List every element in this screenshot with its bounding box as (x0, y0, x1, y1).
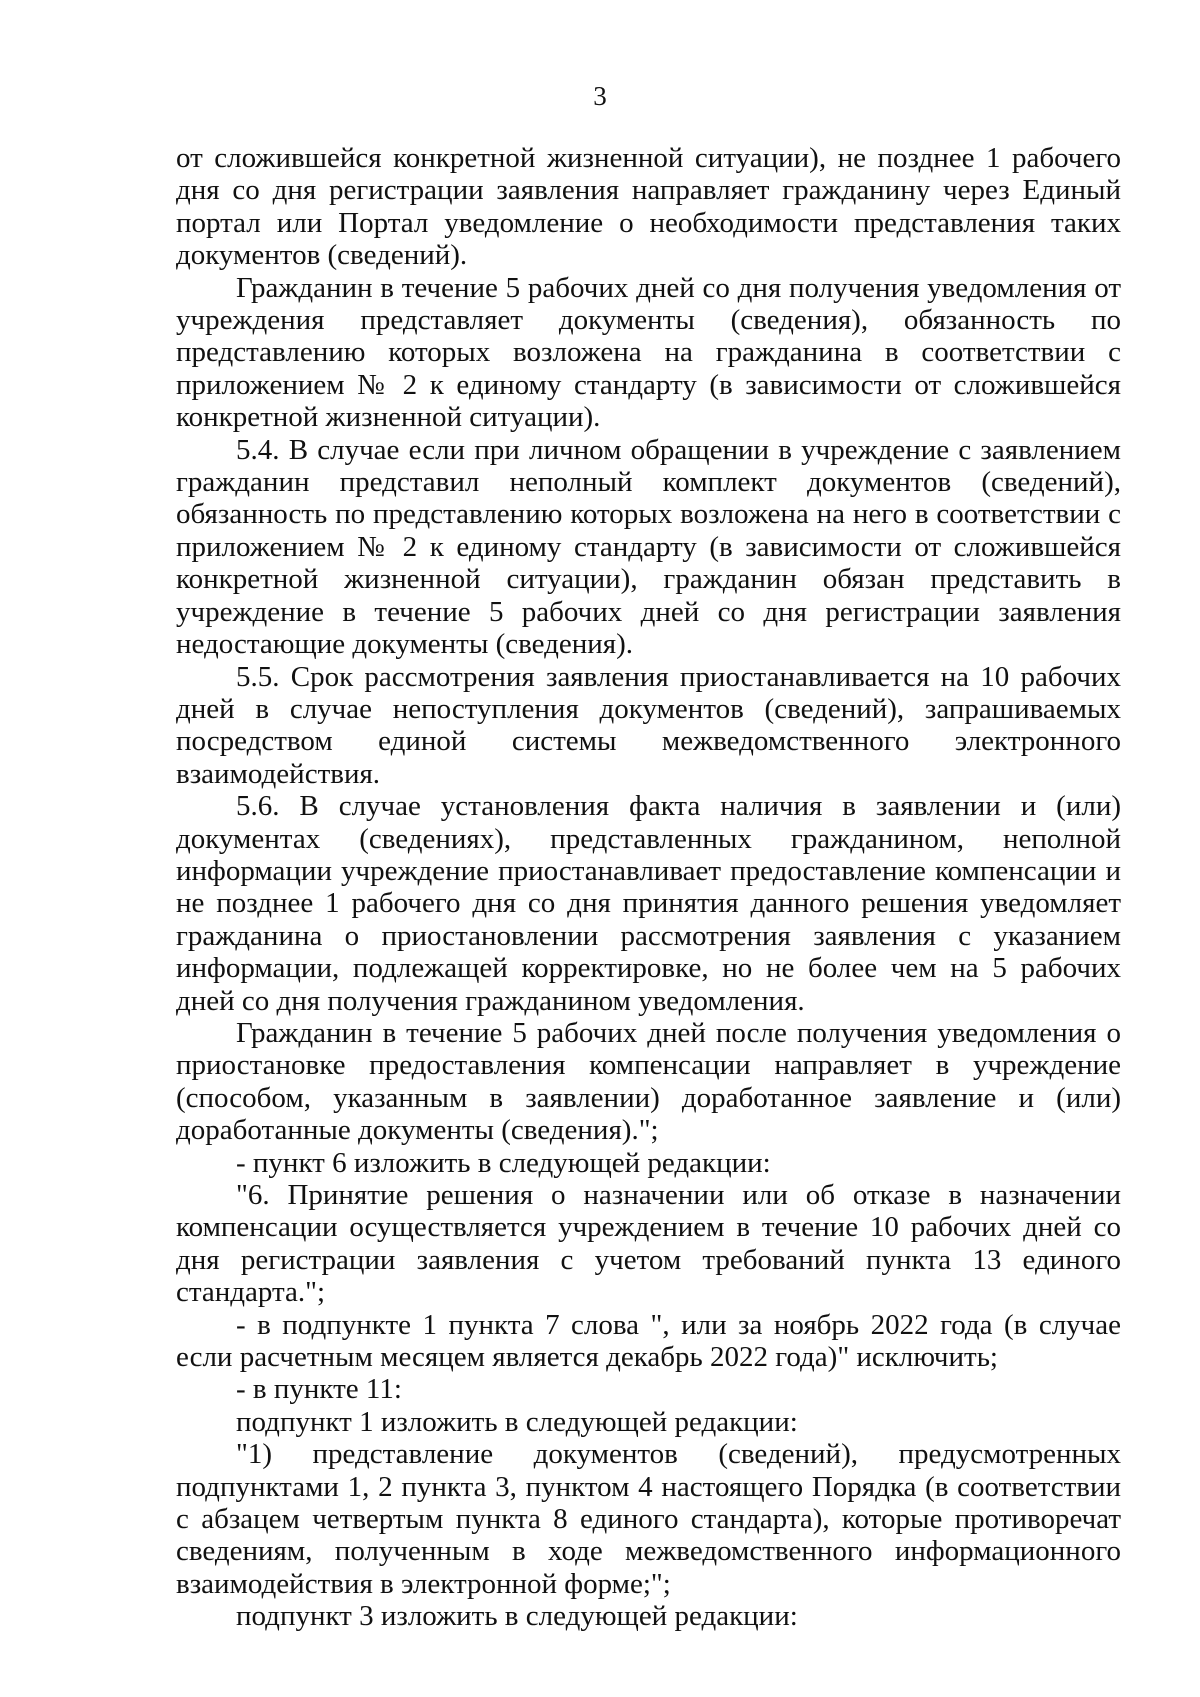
paragraph-subitem-3: подпункт 3 изложить в следующей редакции: (236, 1600, 798, 1633)
paragraph-item-6: - пункт 6 изложить в следующей редакции: (236, 1146, 771, 1179)
paragraph: Гражданин в течение 5 рабочих дней после получения уведомления о приостановке предоставления компенсации направляет в учреждение (способом, указанным в заявлении) доработанное заявление и (или) доработанные документы (сведения)."; (176, 1016, 1121, 1147)
paragraph: Гражданин в течение 5 рабочих дней со дня получения уведомления от учреждения представляет документы (сведения), обязанность по представлению которых возложена на гражданина в соответствии с приложением № 2 к единому стандарту (в зависимости от сложившейся конкретной жизненной ситуации). (176, 271, 1121, 434)
paragraph-item-6-text: "6. Принятие решения о назначении или об отказе в назначении компенсации осуществляется учреждением в течение 10 рабочих дней со дня регистрации заявления с учетом требований пункта 13 единого стандарта."; (176, 1179, 1121, 1309)
paragraph-item-11: - в пункте 11: (236, 1373, 402, 1406)
page-number: 3 (593, 81, 607, 111)
paragraph-continuation: от сложившейся конкретной жизненной ситуации), не позднее 1 рабочего дня со дня регистрации заявления направляет гражданину через Единый портал или Портал уведомление о необходимости представления таких документов (сведений). (176, 142, 1121, 272)
document-text (176, 142, 1121, 1633)
paragraph-5-4: 5.4. В случае если при личном обращении в учреждение с заявлением гражданин представил неполный комплект документов (сведений), обязанность по представлению которых возложена на него в соответствии с приложением № 2 к единому стандарту (в зависимости от сложившейся конкретной жизненной ситуации), гражданин обязан представить в учреждение в течение 5 рабочих дней со дня регистрации заявления недостающие документы (сведения). (176, 433, 1121, 661)
paragraph-subitem-1-text: "1) представление документов (сведений), предусмотренных подпунктами 1, 2 пункта 3, пунктом 4 настоящего Порядка (в соответствии с абзацем четвертым пункта 8 единого стандарта), которые противоречат сведениям, полученным в ходе межведомственного информационного взаимодействия в электронной форме;"; (176, 1438, 1121, 1600)
paragraph-5-6: 5.6. В случае установления факта наличия в заявлении и (или) документах (сведениях), представленных гражданином, неполной информации учреждение приостанавливает предоставление компенсации и не позднее 1 рабочего дня со дня принятия данного решения уведомляет гражданина о приостановлении рассмотрения заявления с указанием информации, подлежащей корректировке, но не более чем на 5 рабочих дней со дня получения гражданином уведомления. (176, 790, 1121, 1017)
paragraph-item-7: - в подпункте 1 пункта 7 слова ", или за ноябрь 2022 года (в случае если расчетным месяцем является декабрь 2022 года)" исключить; (176, 1308, 1121, 1374)
paragraph-5-5: 5.5. Срок рассмотрения заявления приостанавливается на 10 рабочих дней в случае непоступления документов (сведений), запрашиваемых посредством единой системы межведомственного электронного взаимодействия. (176, 660, 1121, 790)
paragraph-subitem-1: подпункт 1 изложить в следующей редакции: (236, 1405, 798, 1438)
